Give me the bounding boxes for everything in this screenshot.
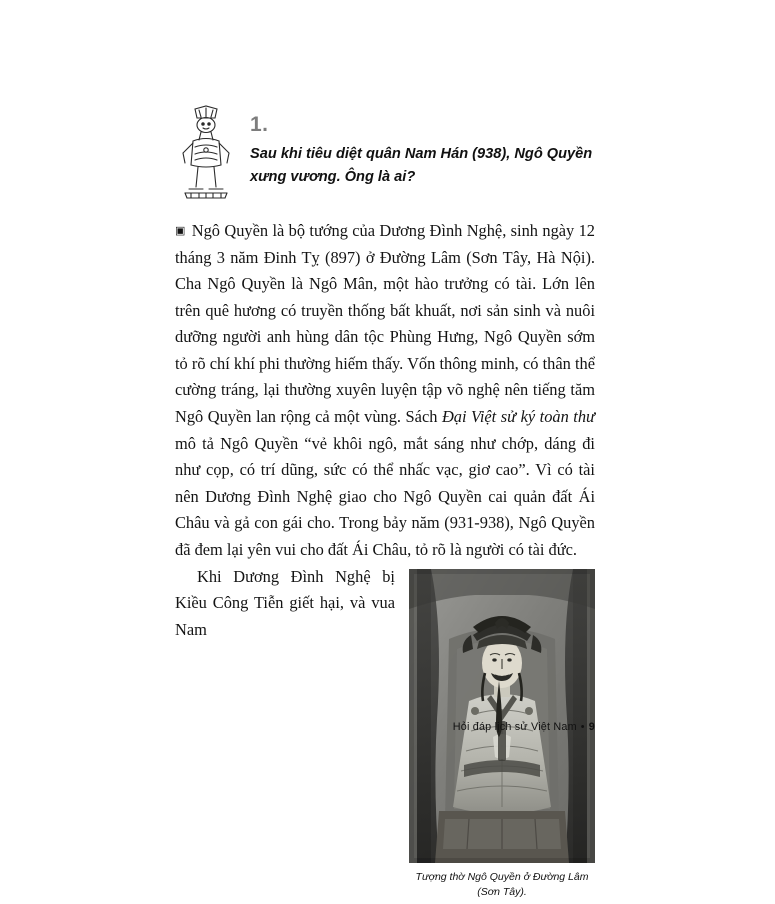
- paragraph-2: Khi Dương Đình Nghệ bị Kiều Công Tiễn giết hại, và vua Nam: [175, 566, 395, 639]
- figure-tuong-tho-ngo-quyen: [409, 569, 595, 900]
- footer-book-title: Hỏi đáp lịch sử Việt Nam: [452, 721, 577, 733]
- dong-son-bronze-figure-ornament-icon: [175, 105, 237, 205]
- page-footer: [453, 721, 595, 733]
- footer-separator: •: [580, 721, 585, 733]
- paragraph-1-text: Ngô Quyền là bộ tướng của Dương Đình Nghệ, sinh ngày 12 tháng 3 năm Đinh Tỵ (897) ở Đường Lâm (Sơn Tây, Hà Nội). Cha Ngô Quyền là Ngô Mân, một hào trưởng có tài. Lớn lên trên quê hương có truyền thống bất khuất, nơi sản sinh và nuôi dưỡng người anh hùng dân tộc Phùng Hưng, Ngô Quyền sớm tỏ rõ chí khí phi thường hiếm thấy. Vốn thông minh, có thân thể cường tráng, lại thường xuyên luyện tập võ nghệ nên tiếng tăm Ngô Quyền lan rộng cả một vùng. Sách: [175, 221, 595, 427]
- footer-page-number: 9: [588, 721, 595, 733]
- book-title-italic: Đại Việt sử ký toàn thư: [441, 407, 595, 427]
- paragraph-1: [175, 218, 595, 564]
- question-title: Sau khi tiêu diệt quân Nam Hán (938), Ngô Quyền xưng vương. Ông là ai?: [250, 146, 593, 185]
- figure-caption-line-1: Tượng thờ Ngô Quyền ở Đường Lâm: [415, 870, 589, 883]
- tuong-tho-ngo-quyen-photo: [409, 569, 595, 863]
- paragraph-1-continued: mô tả Ngô Quyền “vẻ khôi ngô, mắt sáng như chớp, dáng đi như cọp, có trí dũng, sức có thể nhấc vạc, giơ cao”. Vì có tài nên Dương Đình Nghệ giao cho Ngô Quyền cai quản đất Ái Châu và gả con gái cho. Trong bảy năm (931-938), Ngô Quyền đã đem lại yên vui cho đất Ái Châu, tỏ rõ là người có tài đức.: [175, 433, 595, 559]
- square-bullet-icon: ▣: [175, 225, 188, 237]
- question-number: 1.: [250, 113, 269, 136]
- figure-caption-line-2: (Sơn Tây).: [477, 885, 527, 898]
- figure-caption: [409, 870, 595, 900]
- article-body: [175, 218, 595, 904]
